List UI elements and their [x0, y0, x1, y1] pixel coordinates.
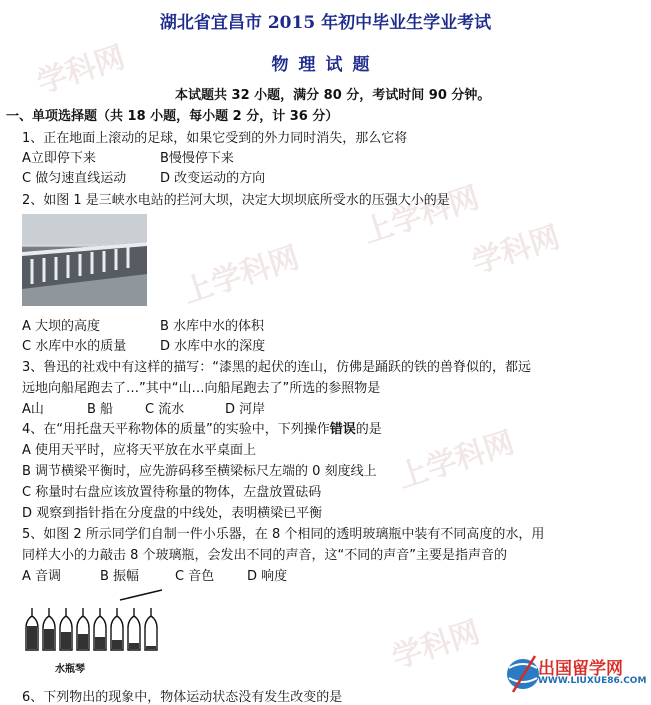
section-heading: 一、单项选择题（共 18 小题，每小题 2 分，计 36 分）	[6, 109, 339, 124]
dam-photo	[22, 214, 147, 306]
figure-caption: 水瓶琴	[55, 664, 85, 675]
q5-stem-line2: 同样大小的力敲击 8 个玻璃瓶，会发出不同的声音，这“不同的声音”主要是指声音的	[22, 548, 508, 563]
q1-option-a: A立即停下来	[22, 151, 96, 166]
q1-option-c: C 做匀速直线运动	[22, 171, 127, 186]
q3-option-b: B 船	[87, 402, 114, 417]
q5-stem-line1: 5、如图 2 所示同学们自制一件小乐器，在 8 个相同的透明玻璃瓶中装有不同高度的水，用	[22, 527, 545, 542]
q2-option-a: A 大坝的高度	[22, 319, 101, 334]
page-subtitle: 物理试题	[271, 55, 380, 75]
q3-option-c: C 流水	[145, 402, 185, 417]
q1-option-b: B慢慢停下来	[160, 151, 234, 166]
q4-stem-emphasis: 错误	[329, 422, 356, 437]
page-title: 湖北省宜昌市 2015 年初中毕业生学业考试	[159, 13, 492, 33]
q2-option-b: B 水库中水的体积	[160, 319, 265, 334]
logo-url: WWW.LIUXUE86.COM	[538, 676, 647, 686]
q4-stem-post: 的是	[355, 422, 382, 437]
q2-option-c: C 水库中水的质量	[22, 339, 127, 354]
logo-name: 出国留学网	[538, 659, 623, 679]
q4-option-c: C 称量时右盘应该放置待称量的物体，左盘放置砝码	[22, 485, 322, 500]
exam-note: 本试题共 32 小题，满分 80 分，考试时间 90 分钟。	[175, 88, 491, 103]
q1-option-d: D 改变运动的方向	[160, 171, 266, 186]
q1-stem: 1、正在地面上滚动的足球，如果它受到的外力同时消失，那么它将	[22, 131, 408, 146]
q5-option-d: D 响度	[247, 569, 288, 584]
q3-stem-line2: 远地向船尾跑去了…”其中“山…向船尾跑去了”所选的参照物是	[22, 381, 381, 396]
q4-option-a: A 使用天平时，应将天平放在水平桌面上	[22, 443, 257, 458]
watermark: 上学科网	[178, 240, 304, 311]
q4-stem	[22, 418, 382, 437]
watermark: 学科网	[32, 39, 130, 101]
q3-option-d: D 河岸	[225, 402, 266, 417]
watermark: 上学科网	[358, 180, 484, 251]
dam-photo-image	[22, 214, 147, 306]
q4-stem-pre: 4、在“用托盘天平称物体的质量”的实验中，下列操作	[22, 422, 330, 437]
q3-stem-line1: 3、鲁迅的社戏中有这样的描写：“漆黑的起伏的连山，仿佛是踊跃的铁的兽脊似的，都远	[22, 360, 532, 375]
q4-option-d: D 观察到指针指在分度盘的中线处，表明横梁已平衡	[22, 506, 323, 521]
q6-stem: 6、下列物出的现象中，物体运动状态没有发生改变的是	[22, 690, 343, 705]
watermark: 学科网	[467, 219, 565, 281]
watermark: 上学科网	[393, 425, 519, 496]
q5-option-b: B 振幅	[100, 569, 140, 584]
q2-stem: 2、如图 1 是三峡水电站的拦河大坝，决定大坝坝底所受水的压强大小的是	[22, 193, 450, 208]
q4-option-b: B 调节横梁平衡时，应先游码移至横梁标尺左端的 0 刻度线上	[22, 464, 377, 479]
q5-option-a: A 音调	[22, 569, 62, 584]
q3-option-a: A山	[22, 402, 44, 417]
q5-option-c: C 音色	[175, 569, 215, 584]
q2-option-d: D 水库中水的深度	[160, 339, 266, 354]
water-bottle-figure	[20, 588, 190, 668]
bottles-drawing	[20, 588, 190, 668]
watermark: 学科网	[387, 614, 485, 676]
